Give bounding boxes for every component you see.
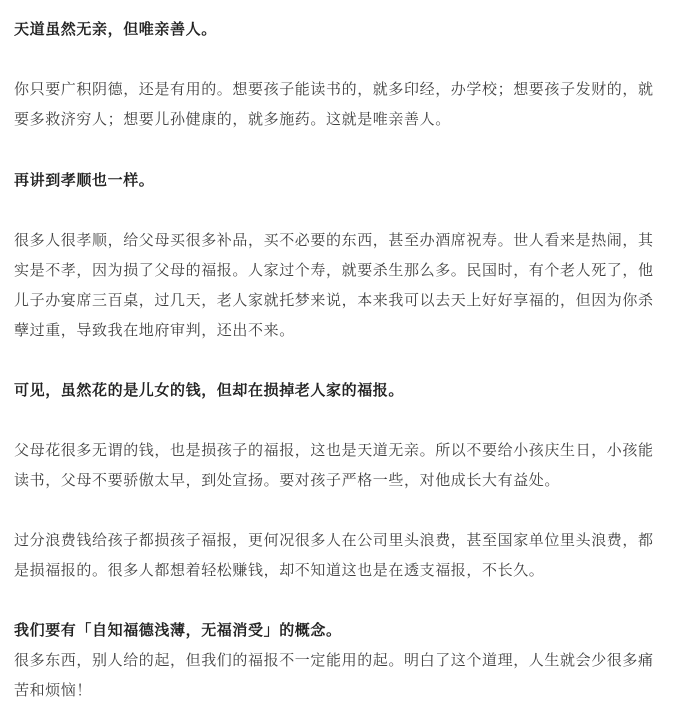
paragraph-line: 很多东西，别人给的起，但我们的福报不一定能用的起。明白了这个道理，人生就会少很多痛 xyxy=(14,651,654,669)
paragraph-line: 父母花很多无谓的钱，也是损孩子的福报，这也是天道无亲。所以不要给小孩庆生日，小孩能 xyxy=(14,441,654,459)
paragraph-line: 要多救济穷人；想要儿孙健康的，就多施药。这就是唯亲善人。 xyxy=(14,110,451,128)
paragraph-line: 实是不孝，因为损了父母的福报。人家过个寿，就要杀生那么多。民国时，有个老人死了，他 xyxy=(14,261,654,279)
heading-children-money: 可见，虽然花的是儿女的钱，但却在损掉老人家的福报。 xyxy=(14,381,405,399)
paragraph-line: 你只要广积阴德，还是有用的。想要孩子能读书的，就多印经，办学校；想要孩子发财的，就 xyxy=(14,80,654,98)
paragraph-line: 儿子办宴席三百桌，过几天，老人家就托梦来说，本来我可以去天上好好享福的，但因为你杀 xyxy=(14,291,654,309)
paragraph-line: 苦和烦恼！ xyxy=(14,681,93,699)
paragraph-line: 读书，父母不要骄傲太早，到处宣扬。要对孩子严格一些，对他成长大有益处。 xyxy=(14,471,561,489)
heading-blessing-concept: 我们要有「自知福德浅薄，无福消受」的概念。 xyxy=(14,621,342,639)
paragraph-line: 是损福报的。很多人都想着轻松赚钱，却不知道这也是在透支福报，不长久。 xyxy=(14,561,545,579)
paragraph-line: 过分浪费钱给孩子都损孩子福报，更何况很多人在公司里头浪费，甚至国家单位里头浪费，都 xyxy=(14,531,654,549)
heading-heaven-way: 天道虽然无亲，但唯亲善人。 xyxy=(14,20,217,38)
paragraph-line: 孽过重，导致我在地府审判，还出不来。 xyxy=(14,321,295,339)
heading-filial-piety: 再讲到孝顺也一样。 xyxy=(14,171,155,189)
paragraph-line: 很多人很孝顺，给父母买很多补品，买不必要的东西，甚至办酒席祝寿。世人看来是热闹，其 xyxy=(14,231,654,249)
